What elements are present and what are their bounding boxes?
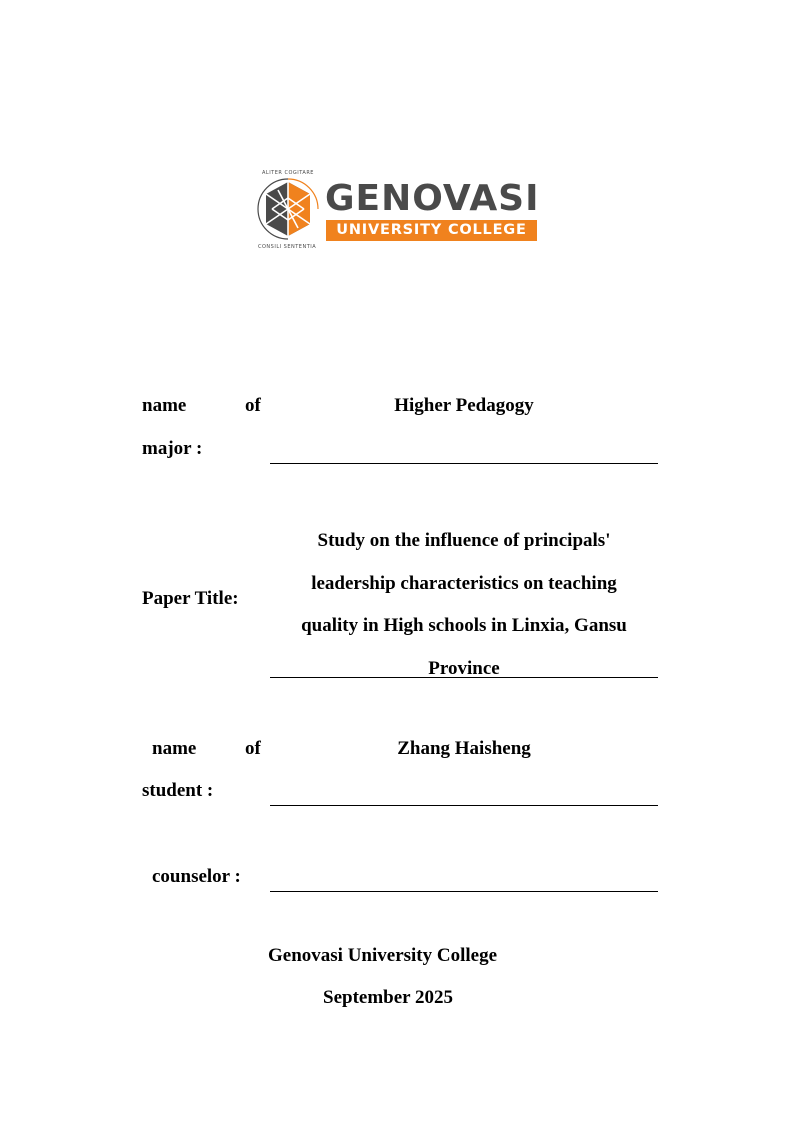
major-label-name: name [142, 395, 187, 416]
logo-motto-top: ALITER COGITARE [262, 170, 314, 176]
student-underline [270, 805, 658, 806]
logo-subtitle: UNIVERSITY COLLEGE [326, 220, 537, 241]
paper-title-line: quality in High schools in Linxia, Gansu [301, 615, 627, 636]
major-value: Higher Pedagogy [394, 395, 534, 416]
institution-name: Genovasi University College [268, 945, 498, 966]
university-logo [252, 168, 542, 252]
student-label-of: of [245, 738, 261, 759]
counselor-label: counselor : [152, 866, 241, 887]
submission-date: September 2025 [323, 987, 453, 1008]
student-label-name: name [152, 738, 197, 759]
genovasi-emblem-icon [252, 168, 324, 252]
major-underline [270, 463, 658, 464]
paper-title-label: Paper Title: [142, 588, 239, 609]
paper-title-value [270, 520, 658, 690]
paper-title-underline [270, 677, 658, 678]
paper-title-line: leadership characteristics on teaching [311, 572, 617, 594]
student-label-student: student : [142, 780, 214, 801]
major-label-of: of [245, 395, 261, 416]
student-value: Zhang Haisheng [397, 738, 531, 759]
logo-motto-bottom: CONSILI SENTENTIA [258, 244, 317, 250]
logo-wordmark: GENOVASI [325, 178, 540, 219]
paper-title-line: Province [428, 657, 500, 679]
counselor-underline [270, 891, 658, 892]
paper-title-line: Study on the influence of principals' [317, 530, 611, 551]
major-label-major: major : [142, 438, 203, 459]
